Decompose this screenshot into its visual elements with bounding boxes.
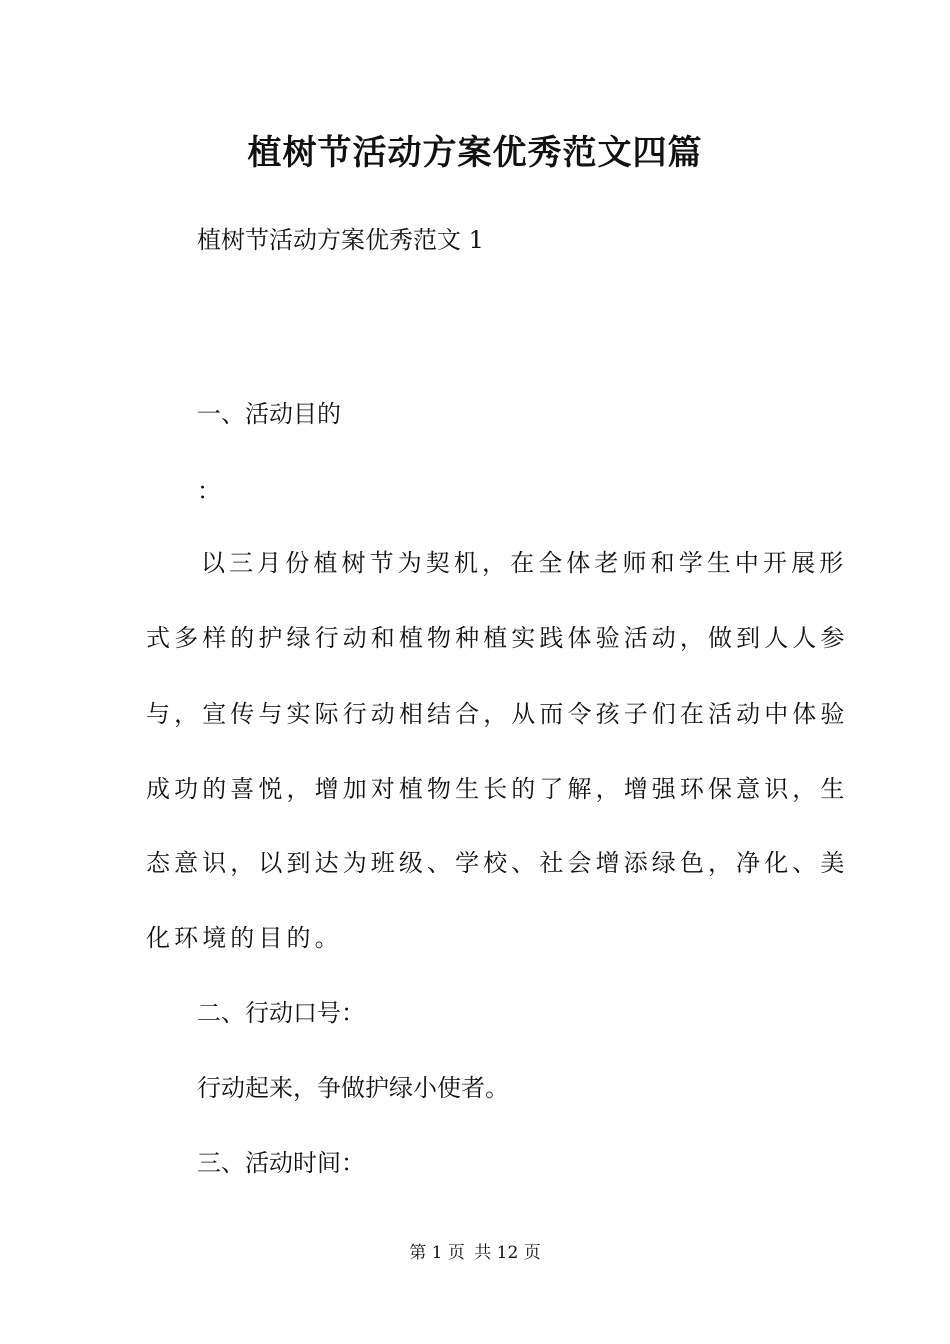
document-title: 植树节活动方案优秀范文四篇: [247, 133, 703, 173]
paragraph-line: 与，宣传与实际行动相结合，从而令孩子们在活动中体验: [146, 700, 849, 728]
section-heading-slogan: 二、行动口号：: [197, 999, 365, 1027]
paragraph-line: 态意识，以到达为班级、学校、社会增添绿色，净化、美: [146, 849, 849, 877]
page-number: 第 1 页: [409, 1243, 465, 1263]
paragraph-line: 成功的喜悦，增加对植物生长的了解，增强环保意识，生: [146, 775, 849, 803]
paragraph-line: 以三月份植树节为契机，在全体老师和学生中开展形: [201, 549, 848, 577]
section-heading-purpose: 一、活动目的: [197, 400, 341, 428]
section-colon: ：: [197, 477, 221, 505]
paragraph-line: 式多样的护绿行动和植物种植实践体验活动，做到人人参: [146, 624, 849, 652]
page-total: 共 12 页: [474, 1243, 541, 1263]
document-subtitle: 植树节活动方案优秀范文 1: [197, 226, 484, 254]
paragraph-line: 化环境的目的。: [146, 924, 343, 952]
slogan-text: 行动起来，争做护绿小使者。: [197, 1074, 509, 1102]
page-footer: [0, 1241, 950, 1265]
section-heading-time: 三、活动时间：: [197, 1149, 365, 1177]
